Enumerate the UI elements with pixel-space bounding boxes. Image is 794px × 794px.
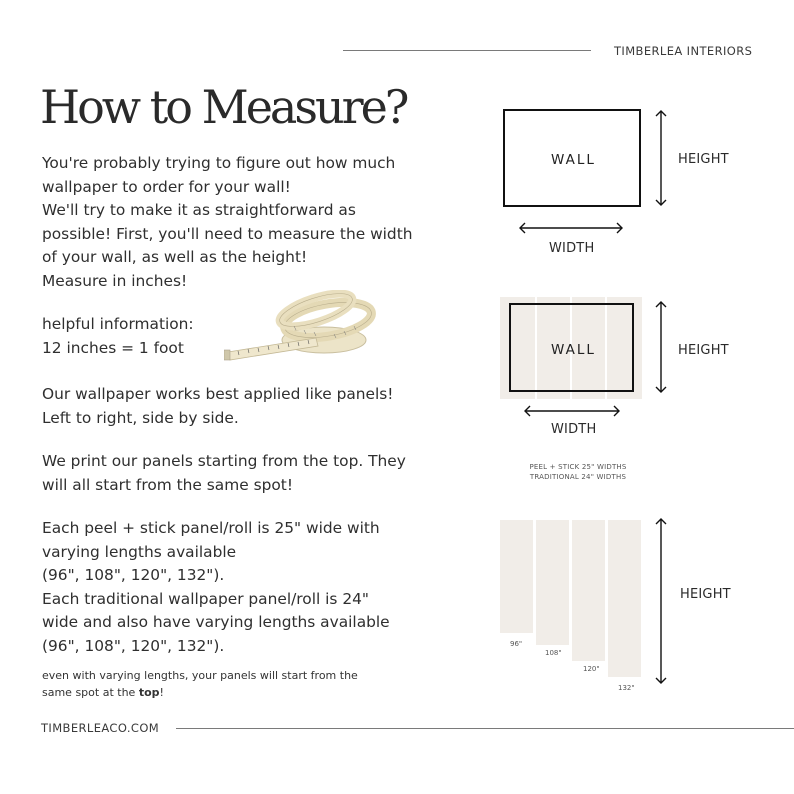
height-label-3: HEIGHT [680,587,731,602]
widths-note-line: PEEL + STICK 25" WIDTHS [529,463,627,471]
sizes-line: Each peel + stick panel/roll is 25" wide with [42,519,380,537]
header-rule [343,50,591,51]
widths-note-line: TRADITIONAL 24" WIDTHS [529,473,627,481]
length-label-132: 132" [618,684,635,692]
footnote-bold: top [138,686,160,699]
sizes-line: (96", 108", 120", 132"). [42,566,225,584]
intro-line: possible! First, you'll need to measure the width [42,224,413,243]
sizes-paragraph [42,517,390,658]
helpful-line: 12 inches = 1 foot [42,338,184,357]
panel-strip-96 [500,520,533,633]
sizes-line: varying lengths available [42,542,237,561]
panels-line: Left to right, side by side. [42,408,239,427]
width-arrow-1 [519,221,623,235]
width-label-2: WIDTH [551,422,597,437]
sizes-line: wide and also have varying lengths available [42,613,390,631]
panels-line: Our wallpaper works best applied like panels! [42,385,394,403]
intro-line: of your wall, as well as the height! [42,248,308,266]
helpful-info [42,313,194,360]
wall-label-1: WALL [551,152,596,168]
wall-label-2: WALL [551,342,596,358]
panel-strip-120 [572,520,605,661]
footnote-text: same spot at the [42,686,139,699]
length-label-108: 108" [545,649,562,657]
intro-line: We'll try to make it as straightforward as [42,201,356,219]
print-paragraph [42,450,406,497]
print-line: will all start from the same spot! [42,475,293,494]
height-arrow-3 [654,518,668,684]
height-label-1: HEIGHT [678,152,729,167]
intro-paragraph [42,152,413,293]
tape-measure-icon [224,290,384,362]
page-title: How to Measure? [40,80,407,134]
height-arrow-1 [654,110,668,206]
helpful-line: helpful information: [42,315,194,333]
sizes-line: (96", 108", 120", 132"). [42,636,225,655]
footnote-line [42,684,358,701]
footer-website: TIMBERLEACO.COM [41,721,160,735]
brand-name: TIMBERLEA INTERIORS [614,44,753,58]
footer-rule [176,728,794,729]
footnote [42,667,358,701]
footnote-line: even with varying lengths, your panels will start from the [42,669,358,682]
panels-paragraph [42,383,393,430]
panel-strip-108 [536,520,569,645]
length-label-96: 96" [510,640,523,648]
intro-line: Measure in inches! [42,271,188,290]
width-arrow-2 [524,404,620,418]
print-line: We print our panels starting from the top. They [42,452,406,470]
sizes-line: Each traditional wallpaper panel/roll is 24" [42,589,369,608]
length-label-120: 120" [583,665,600,673]
height-arrow-2 [654,301,668,393]
intro-line: wallpaper to order for your wall! [42,177,291,196]
widths-note [516,462,640,482]
width-label-1: WIDTH [549,241,595,256]
footnote-text: ! [159,686,164,699]
height-label-2: HEIGHT [678,343,729,358]
intro-line: You're probably trying to figure out how much [42,154,396,172]
panel-strip-132 [608,520,641,677]
